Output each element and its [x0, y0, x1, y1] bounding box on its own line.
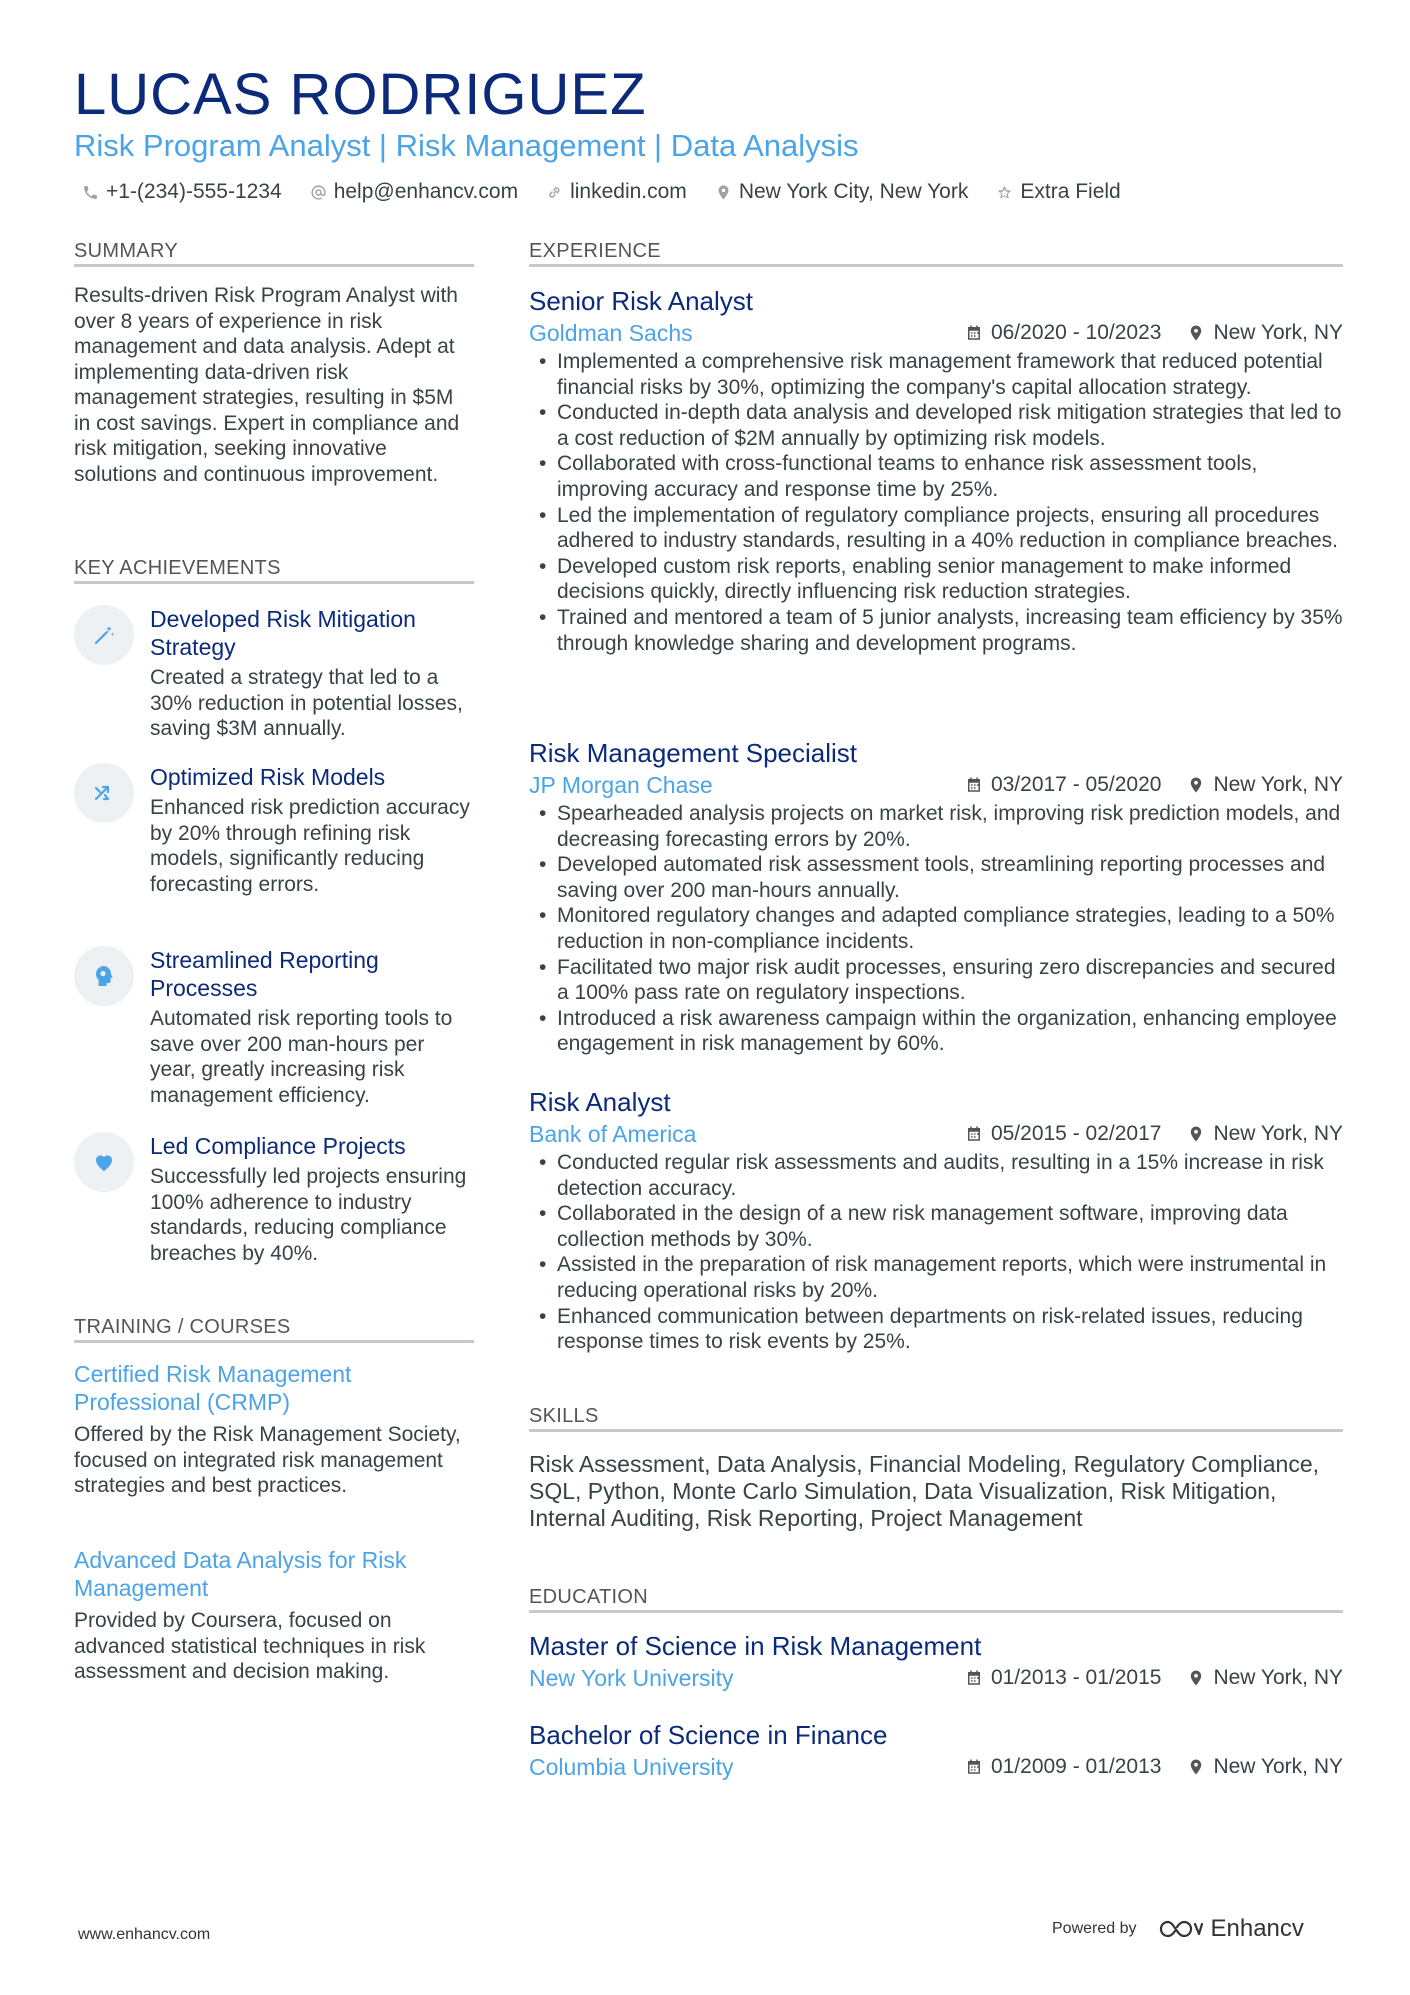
- job-location-text: New York, NY: [1213, 1122, 1343, 1145]
- head-brain-icon: [92, 964, 116, 988]
- job-title: Senior Risk Analyst: [529, 286, 753, 316]
- company-name: Bank of America: [529, 1121, 697, 1147]
- education-location-text: New York, NY: [1213, 1666, 1343, 1689]
- education-meta: [529, 1662, 1343, 1694]
- bullet-item: • Enhanced communication between departments on risk-related issues, reducing response times to risk events by 25%.: [529, 1304, 1343, 1355]
- contact-bar: [82, 177, 1121, 207]
- job-location-text: New York, NY: [1213, 773, 1343, 796]
- candidate-name: LUCAS RODRIGUEZ: [74, 62, 647, 127]
- company-name: JP Morgan Chase: [529, 772, 713, 798]
- contact-email-text: help@enhancv.com: [333, 180, 519, 203]
- shuffle-arrows-icon: [92, 781, 116, 805]
- job-meta-right: [965, 1118, 1343, 1150]
- skills-section: [529, 1451, 1343, 1532]
- bullet-item: • Facilitated two major risk audit processes, ensuring zero discrepancies and secured a 100% pass rate on regulatory inspections.: [529, 955, 1343, 1006]
- powered-by-label: Powered by: [1052, 1920, 1137, 1937]
- bullet-item: • Led the implementation of regulatory compliance projects, ensuring all procedures adhered to industry standards, resulting in a 40% reduction in compliance breaches.: [529, 503, 1343, 554]
- job-location-text: New York, NY: [1213, 321, 1343, 344]
- job-entry: [529, 285, 1343, 656]
- job-title: Risk Management Specialist: [529, 738, 858, 768]
- bullet-item: • Assisted in the preparation of risk management reports, which were instrumental in reducing operational risks by 20%.: [529, 1252, 1343, 1303]
- skills-text: Risk Assessment, Data Analysis, Financial Modeling, Regulatory Compliance, SQL, Python, Monte Carlo Simulation, Data Visualization, Risk Mitigation, Internal Auditing, Risk Reporting, Project Management: [529, 1451, 1320, 1531]
- bullet-item: • Collaborated in the design of a new risk management software, improving data collection methods by 30%.: [529, 1201, 1343, 1252]
- bullet-item: • Introduced a risk awareness campaign within the organization, enhancing employee engagement in risk management by 60%.: [529, 1006, 1343, 1057]
- skills-section-title: SKILLS: [529, 1405, 599, 1427]
- bullet-item: • Collaborated with cross-functional teams to enhance risk assessment tools, improving accuracy and response time by 25%.: [529, 451, 1343, 502]
- education-dates-text: 01/2009 - 01/2013: [990, 1755, 1162, 1778]
- job-bullets: [529, 801, 1343, 1057]
- achievement-icon-badge: [74, 763, 134, 823]
- achievement-body: [150, 763, 474, 897]
- bullet-item: • Developed automated risk assessment tools, streamlining reporting processes and saving over 200 man-hours annually.: [529, 852, 1343, 903]
- magic-wand-icon: [92, 623, 116, 647]
- job-dates-text: 06/2020 - 10/2023: [990, 321, 1162, 344]
- education-entry: [529, 1719, 1343, 1783]
- achievement-icon-badge: [74, 605, 134, 665]
- location-pin-icon: [1187, 1758, 1205, 1776]
- job-dates-text: 03/2017 - 05/2020: [990, 773, 1162, 796]
- calendar-icon: [965, 1758, 983, 1776]
- job-dates-text: 05/2015 - 02/2017: [990, 1122, 1162, 1145]
- achievement-icon-badge: [74, 1132, 134, 1192]
- education-entry: [529, 1630, 1343, 1694]
- enhancv-brand-text: Enhancv: [1210, 1915, 1304, 1942]
- training-divider: [74, 1340, 474, 1343]
- school-name: Columbia University: [529, 1754, 734, 1780]
- achievement-title: Developed Risk Mitigation Strategy: [150, 606, 416, 660]
- contact-linkedin-text: linkedin.com: [570, 180, 687, 203]
- achievements-divider: [74, 581, 474, 584]
- link-icon: [546, 184, 563, 201]
- degree-title: Bachelor of Science in Finance: [529, 1720, 888, 1750]
- footer-branding[interactable]: [1052, 1915, 1304, 1943]
- achievement-body: [150, 946, 474, 1108]
- heart-icon: [92, 1150, 116, 1174]
- achievement-description: Automated risk reporting tools to save over 200 man-hours per year, greatly increasing risk management efficiency.: [150, 1007, 453, 1107]
- location-pin-icon: [1187, 776, 1205, 794]
- calendar-icon: [965, 1669, 983, 1687]
- job-entry: [529, 737, 1343, 1057]
- skills-divider: [529, 1429, 1343, 1432]
- contact-linkedin[interactable]: [546, 177, 687, 207]
- job-entry: [529, 1086, 1343, 1355]
- job-location: [1187, 1118, 1343, 1150]
- location-pin-icon: [1187, 1125, 1205, 1143]
- bullet-item: • Spearheaded analysis projects on market risk, improving risk prediction models, and decreasing forecasting errors by 20%.: [529, 801, 1343, 852]
- job-title: Risk Analyst: [529, 1087, 671, 1117]
- contact-extra: [996, 177, 1120, 207]
- job-dates: [965, 1118, 1161, 1150]
- education-location: [1187, 1751, 1343, 1783]
- contact-extra-text: Extra Field: [1020, 180, 1121, 203]
- summary-section-title: SUMMARY: [74, 240, 178, 262]
- course-item: [74, 1546, 474, 1685]
- bullet-item: • Conducted in-depth data analysis and developed risk mitigation strategies that led to a cost reduction of $2M annually by optimizing risk models.: [529, 400, 1343, 451]
- job-meta: [529, 317, 1343, 349]
- course-title: Advanced Data Analysis for Risk Management: [74, 1547, 407, 1601]
- education-dates: [965, 1751, 1161, 1783]
- location-pin-icon: [1187, 1669, 1205, 1687]
- degree-title: Master of Science in Risk Management: [529, 1631, 982, 1661]
- education-section-title: EDUCATION: [529, 1586, 648, 1608]
- bullet-item: • Conducted regular risk assessments and audits, resulting in a 15% increase in risk detection accuracy.: [529, 1150, 1343, 1201]
- achievement-body: [150, 605, 474, 742]
- education-location-text: New York, NY: [1213, 1755, 1343, 1778]
- calendar-icon: [965, 776, 983, 794]
- enhancv-logo: [1157, 1915, 1304, 1943]
- contact-location-text: New York City, New York: [738, 180, 969, 203]
- calendar-icon: [965, 324, 983, 342]
- achievements-section-title: KEY ACHIEVEMENTS: [74, 557, 281, 579]
- phone-icon: [82, 184, 99, 201]
- education-location: [1187, 1662, 1343, 1694]
- company-name: Goldman Sachs: [529, 320, 693, 346]
- achievement-description: Enhanced risk prediction accuracy by 20% through refining risk models, significantly reducing forecasting errors.: [150, 796, 470, 896]
- summary-section: [74, 283, 474, 487]
- job-bullets: [529, 1150, 1343, 1355]
- job-dates: [965, 317, 1161, 349]
- achievement-description: Successfully led projects ensuring 100% adherence to industry standards, reducing compliance breaches by 40%.: [150, 1165, 467, 1265]
- job-dates: [965, 769, 1161, 801]
- achievement-title: Led Compliance Projects: [150, 1133, 406, 1159]
- footer-website[interactable]: www.enhancv.com: [78, 1926, 211, 1943]
- at-icon: [310, 184, 327, 201]
- job-meta: [529, 1118, 1343, 1150]
- job-meta-right: [965, 317, 1343, 349]
- education-meta-right: [965, 1751, 1343, 1783]
- contact-email[interactable]: [310, 177, 518, 207]
- location-pin-icon: [715, 184, 732, 201]
- candidate-tagline: Risk Program Analyst | Risk Management | Data Analysis: [74, 128, 859, 163]
- job-location: [1187, 769, 1343, 801]
- bullet-item: • Monitored regulatory changes and adapted compliance strategies, leading to a 50% reduction in non-compliance incidents.: [529, 903, 1343, 954]
- job-meta: [529, 769, 1343, 801]
- education-divider: [529, 1610, 1343, 1613]
- achievement-title: Optimized Risk Models: [150, 764, 386, 790]
- education-dates: [965, 1662, 1161, 1694]
- experience-divider: [529, 264, 1343, 267]
- contact-location: [715, 177, 969, 207]
- achievement-description: Created a strategy that led to a 30% reduction in potential losses, saving $3M annually.: [150, 666, 463, 740]
- training-section-title: TRAINING / COURSES: [74, 1316, 291, 1338]
- contact-phone-text: +1-(234)-555-1234: [106, 180, 282, 203]
- summary-text: Results-driven Risk Program Analyst with over 8 years of experience in risk management and data analysis. Adept at implementing data-driven risk management strategies, resulting in $5M in cost savings. Expert in compliance and risk mitigation, seeking innovative solutions and continuous improvement.: [74, 284, 460, 486]
- summary-divider: [74, 264, 474, 267]
- education-meta: [529, 1751, 1343, 1783]
- achievement-title: Streamlined Reporting Processes: [150, 947, 379, 1001]
- course-description: Provided by Coursera, focused on advanced statistical techniques in risk assessment and decision making.: [74, 1609, 426, 1683]
- achievement-body: [150, 1132, 474, 1266]
- star-icon: [996, 184, 1013, 201]
- education-dates-text: 01/2013 - 01/2015: [990, 1666, 1162, 1689]
- calendar-icon: [965, 1125, 983, 1143]
- bullet-item: • Developed custom risk reports, enabling senior management to make informed decisions quickly, directly influencing risk reduction strategies.: [529, 554, 1343, 605]
- education-meta-right: [965, 1662, 1343, 1694]
- achievement-icon-badge: [74, 946, 134, 1006]
- enhancv-logo-icon: [1157, 1916, 1203, 1942]
- school-name: New York University: [529, 1665, 734, 1691]
- job-meta-right: [965, 769, 1343, 801]
- course-title: Certified Risk Management Professional (CRMP): [74, 1361, 352, 1415]
- course-description: Offered by the Risk Management Society, focused on integrated risk management strategies and best practices.: [74, 1423, 461, 1497]
- experience-section-title: EXPERIENCE: [529, 240, 661, 262]
- bullet-item: • Trained and mentored a team of 5 junior analysts, increasing team efficiency by 35% through knowledge sharing and development programs.: [529, 605, 1343, 656]
- location-pin-icon: [1187, 324, 1205, 342]
- bullet-item: • Implemented a comprehensive risk management framework that reduced potential financial risks by 30%, optimizing the company's capital allocation strategy.: [529, 349, 1343, 400]
- course-item: [74, 1360, 474, 1499]
- job-location: [1187, 317, 1343, 349]
- contact-phone: [82, 177, 282, 207]
- job-bullets: [529, 349, 1343, 656]
